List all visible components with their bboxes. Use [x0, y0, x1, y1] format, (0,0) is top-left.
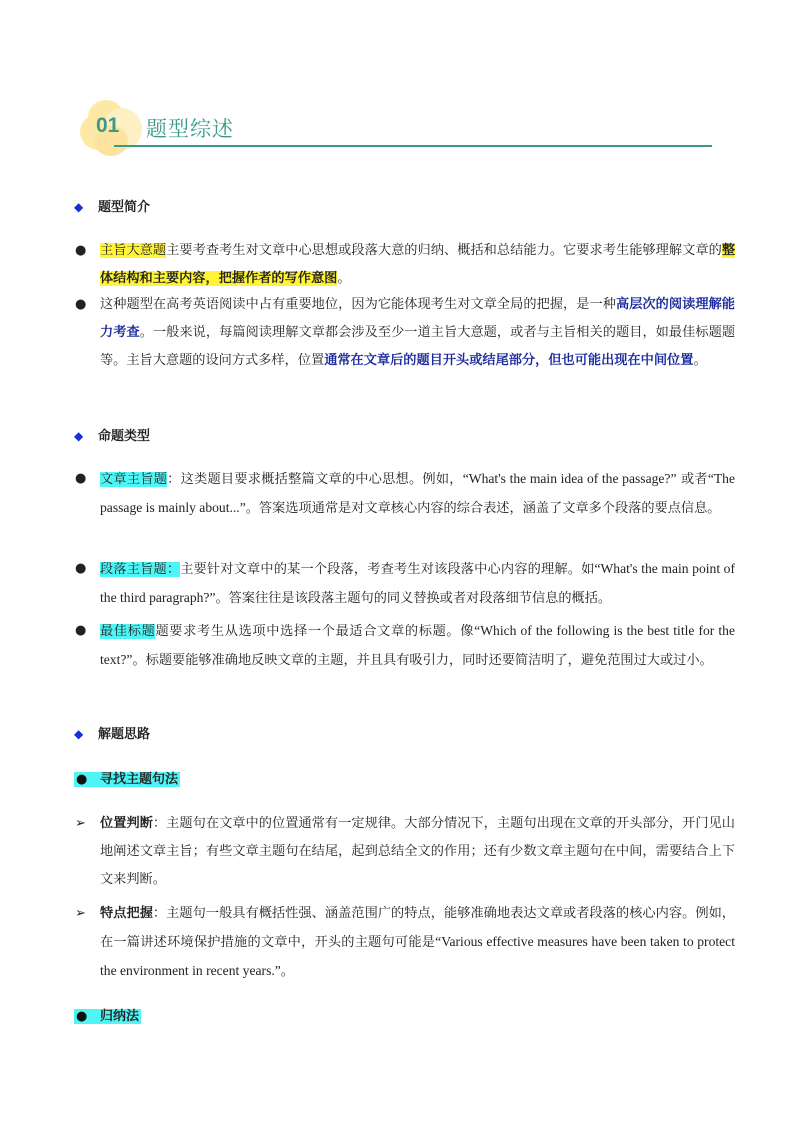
subheading-types: ◆ 命题类型	[74, 429, 151, 444]
list-item: ➢ 特点把握：主题句一般具有概括性强、涵盖范围广的特点，能够准确地表达文章或者段落的核心内容。例如，在一篇讲述环境保护措施的文章中，开头的主题句可能是“Various effective measures have been taken to protect the environment in recent years.”。	[75, 900, 735, 986]
bullet-icon: ●	[76, 1009, 88, 1024]
subheading-approach: ◆ 解题思路	[74, 727, 151, 742]
diamond-bullet-icon: ◆	[74, 200, 84, 214]
bullet-icon: ●	[75, 243, 87, 258]
bullet-icon: ●	[75, 471, 87, 486]
bullet-icon: ●	[75, 561, 87, 576]
list-item: ● 这种题型在高考英语阅读中占有重要地位，因为它能体现考生对文章全局的把握，是一种高层次的阅读理解能力考查。一般来说，每篇阅读理解文章都会涉及至少一道主旨大意题，或者与主旨相关的题目，如最佳标题题等。主旨大意题的设问方式多样，位置通常在文章后的题目开头或结尾部分，但也可能出现在中间位置。	[75, 291, 735, 375]
bullet-icon: ●	[75, 297, 87, 312]
diamond-bullet-icon: ◆	[74, 429, 84, 443]
subheading-intro: ◆ 题型简介	[74, 200, 151, 215]
section-title: 题型综述	[146, 117, 234, 141]
arrow-bullet-icon: ➢	[75, 816, 86, 831]
list-item: ● 段落主旨题：主要针对文章中的某一个段落，考查考生对该段落中心内容的理解。如“What's the main point of the third paragraph?”。答案往往是该段落主题句的同义替换或者对段落细节信息的概括。	[75, 555, 735, 613]
header-divider	[114, 145, 712, 147]
section-header	[80, 98, 720, 158]
bullet-icon: ●	[76, 772, 88, 787]
bullet-icon: ●	[75, 623, 87, 638]
section-number: 01	[96, 114, 120, 137]
list-item: ● 主旨大意题主要考查考生对文章中心思想或段落大意的归纳、概括和总结能力。它要求考生能够理解文章的整体结构和主要内容，把握作者的写作意图。	[75, 237, 735, 293]
arrow-bullet-icon: ➢	[75, 906, 86, 921]
list-item: ➢ 位置判断：主题句在文章中的位置通常有一定规律。大部分情况下，主题句出现在文章的开头部分，开门见山地阐述文章主旨；有些文章主题句在结尾，起到总结全文的作用；还有少数文章主题句在中间，需要结合上下文来判断。	[75, 810, 735, 894]
diamond-bullet-icon: ◆	[74, 727, 84, 741]
subheading-induction: ● 归纳法	[76, 1009, 140, 1024]
list-item: ● 文章主旨题：这类题目要求概括整篇文章的中心思想。例如，“What's the main idea of the passage?” 或者“The passage is mainly about...”。答案选项通常是对文章核心内容的综合表述，涵盖了文章多个段落的要点信息。	[75, 465, 735, 523]
subheading-method: ● 寻找主题句法	[76, 772, 179, 787]
list-item: ● 最佳标题题要求考生从选项中选择一个最适合文章的标题。像“Which of the following is the best title for the text?”。标题要能够准确地反映文章的主题，并且具有吸引力，同时还要简洁明了，避免范围过大或过小。	[75, 617, 735, 675]
